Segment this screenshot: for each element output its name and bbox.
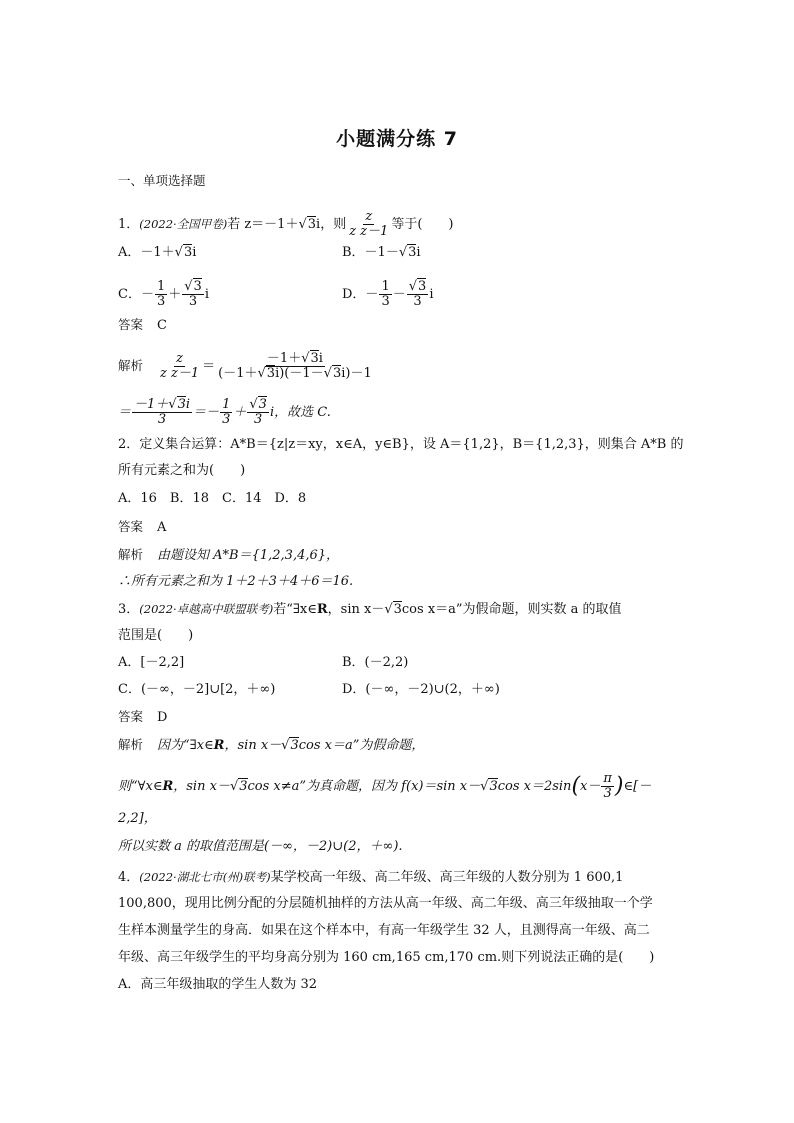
q2-solution-line1: 解析 由题设知 A*B＝{1,2,3,4,6}， [118, 547, 340, 563]
sqrt-symbol: √ [174, 245, 183, 260]
sqrt-symbol: √ [249, 397, 258, 412]
q3-option-c: C．(－∞，－2]∪[2，＋∞) [118, 682, 276, 697]
q1-option-a: A．－1＋√3i [118, 245, 197, 260]
q1-solution-line1: 解析 $\frac{z}{\text{z z－1}}$ ＝ $\frac{-1+√3i}{(-1+√3i)(-1-√3i)-1}$ [118, 351, 372, 381]
q3-stem-line1: 3．(2022·卓越高中联盟联考)若“∃x∈R，sin x－√3cos x＝a”为假命题，则实数 a 的取值 [118, 602, 622, 617]
q1-option-d: D．－ $\frac{1}{3}$ － $\frac{√3}{3}$ i [342, 279, 434, 309]
q3-stem-line2: 范围是( ) [118, 628, 194, 643]
q4-stem-line1: 4．(2022·湖北七市(州)联考)某学校高一年级、高二年级、高三年级的人数分别为 1 600,1 [118, 870, 624, 885]
q1-frac-den: z z－1 [349, 224, 389, 239]
sqrt-symbol: √ [257, 366, 266, 381]
sqrt-symbol: √ [408, 279, 418, 294]
sqrt-symbol: √ [301, 351, 310, 366]
sqrt-symbol: √ [384, 602, 393, 617]
q4-stem-line3: 生样本测量学生的身高．如果在这个样本中，有高一年级学生 32 人，且测得高一年级、高二 [118, 923, 650, 938]
q1-frac-num: z [365, 209, 373, 224]
sqrt-symbol: √ [480, 779, 489, 794]
sqrt-symbol: √ [398, 245, 408, 260]
q3-solution-line3: 2,2]， [118, 811, 157, 826]
q4-option-a: A．高三年级抽取的学生人数为 32 [118, 977, 318, 992]
sqrt-symbol: √ [281, 738, 290, 753]
q1-option-b: B．－1－√3i [342, 245, 421, 260]
q1-stem-b: i，则 [316, 217, 347, 232]
sqrt-symbol: √ [229, 779, 239, 794]
q2-stem-line1: 2．定义集合运算：A*B＝{z|z＝xy，x∈A，y∈B}，设 A＝{1,2}，B＝{1,2,3}，则集合 A*B 的 [118, 437, 684, 452]
q3-solution-line4: 所以实数 a 的取值范围是(－∞，－2)∪(2，＋∞). [118, 839, 403, 854]
q1-answer [118, 316, 167, 335]
q2-solution-line2: ∴所有元素之和为 1＋2＋3＋4＋6＝16. [118, 574, 354, 589]
q3-solution-line1: 解析 因为“∃x∈R，sin x－√3cos x＝a”为假命题， [118, 737, 425, 753]
q1-fraction [347, 210, 390, 239]
q3-solution-line2: 则“∀x∈R，sin x－√3cos x≠a”为真命题，因为 f(x)＝sin x－√3cos x＝2sin(x－ $\frac{\pi}{3}$ )∈[－ [118, 771, 652, 801]
q1-option-c: C．－ $\frac{1}{3}$ ＋ $\frac{√3}{3}$ i [118, 279, 209, 309]
q3-option-d: D．(－∞，－2)∪(2，＋∞) [342, 682, 500, 697]
q4-stem-line4: 年级、高三年级学生的平均身高分别为 160 cm,165 cm,170 cm.则下列说法正确的是( ) [118, 950, 655, 965]
page-title: 小题满分练 7 [336, 128, 458, 150]
q1-solution-line2: ＝ $\frac{-1+√3i}{3}$ ＝－ $\frac{1}{3}$ ＋ $\frac{√3}{3}$ i，故选 C. [118, 397, 331, 427]
q2-options: A．16 B．18 C．14 D．8 [118, 491, 307, 506]
sqrt-symbol: √ [184, 279, 193, 294]
q4-stem-line2: 100,800，现用比例分配的分层随机抽样的方法从高一年级、高二年级、高三年级抽取一个学 [118, 896, 653, 911]
q1-stem-a: 若 z＝－1＋ [227, 217, 299, 232]
q3-answer: 答案 D [118, 709, 168, 725]
q1-number: 1． [118, 217, 140, 232]
q1-sqrt: 3 [307, 217, 317, 232]
q1-source: (2022·全国甲卷) [139, 217, 228, 231]
sqrt-symbol: √ [298, 217, 307, 232]
q2-answer: 答案 A [118, 519, 167, 535]
analysis-label: 解析 [118, 358, 144, 373]
section-heading: 一、单项选择题 [118, 173, 206, 188]
answer-label: 答案 [118, 317, 144, 332]
q1-answer-value: C [157, 318, 167, 333]
q1-solution-fraction: $\frac{-1+√3i}{(-1+√3i)(-1-√3i)-1}$ [218, 351, 372, 381]
q1-stem [118, 210, 453, 239]
sqrt-symbol: √ [323, 366, 332, 381]
sqrt-symbol: √ [168, 397, 177, 412]
q3-option-b: B．(－2,2) [342, 655, 409, 670]
q1-stem-c: 等于( ) [391, 217, 454, 232]
q2-stem-line2: 所有元素之和为( ) [118, 463, 246, 478]
q3-option-a: A．[－2,2] [118, 655, 185, 670]
